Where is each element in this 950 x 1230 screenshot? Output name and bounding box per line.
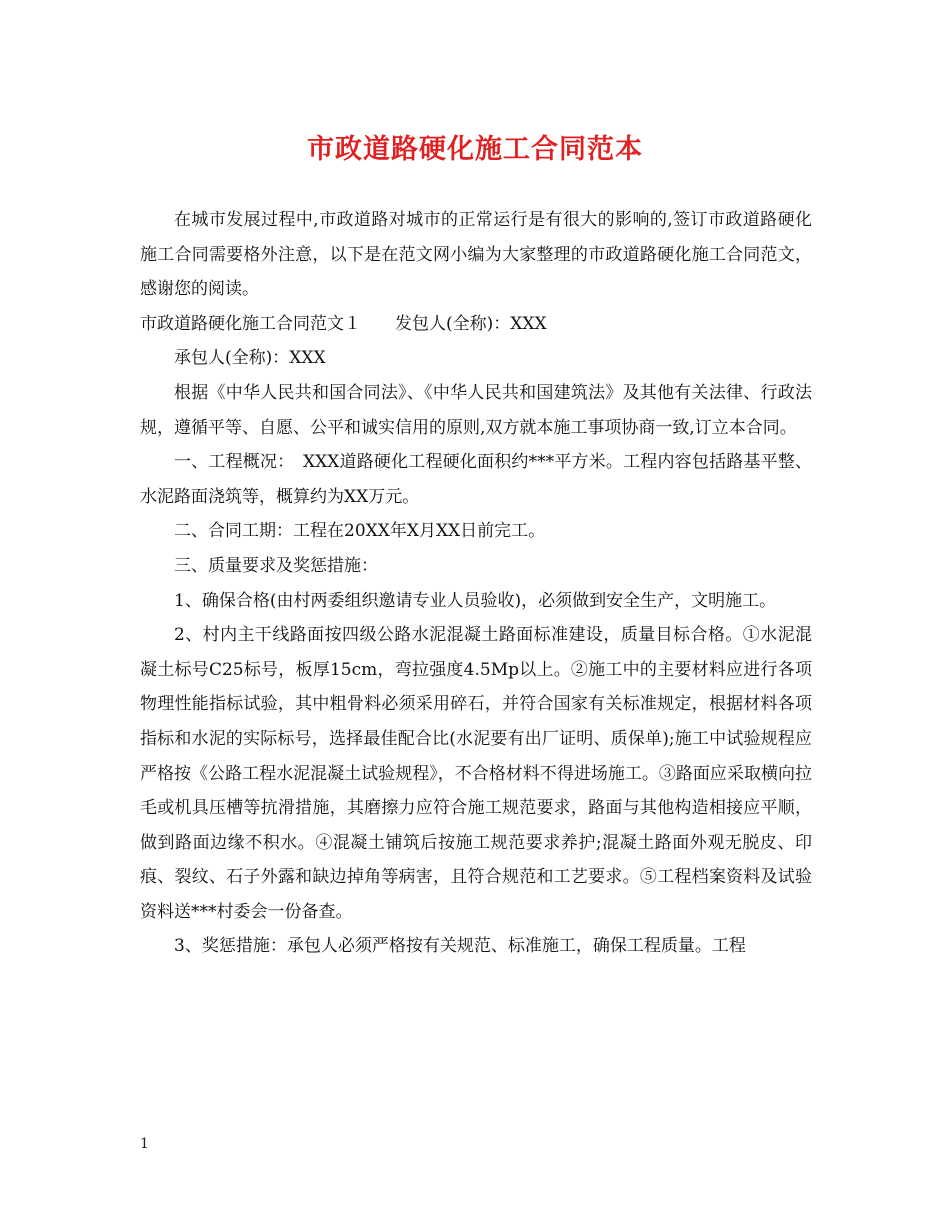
project-overview-paragraph: 一、工程概况： XXX道路硬化工程硬化面积约***平方米。工程内容包括路基平整、水泥路面浇筑等，概算约为XX万元。: [140, 452, 812, 507]
document-title: 市政道路硬化施工合同范本: [307, 134, 643, 165]
quality-item-1: 1、确保合格(由村两委组织邀请专业人员验收)，必须做到安全生产，文明施工。: [174, 590, 777, 611]
quality-item-2: 2、村内主干线路面按四级公路水泥混凝土路面标准建设，质量目标合格。①水泥混凝土标号C25标号，板厚15cm，弯拉强度4.5Mp以上。②施工中的主要材料应进行各项物理性能指标试验，其中粗骨料必须采用碎石，并符合国家有关标准规定，根据材料各项指标和水泥的实际标号，选择最佳配合比(水泥要有出厂证明、质保单);施工中试验规程应严格按《公路工程水泥混凝土试验规程》，不合格材料不得进场施工。③路面应采取横向拉毛或机具压槽等抗滑措施，其磨擦力应符合施工规范要求，路面与其他构造相接应平顺，做到路面边缘不积水。④混凝土铺筑后按施工规范要求养护;混凝土路面外观无脱皮、印痕、裂纹、石子外露和缺边掉角等病害，且符合规范和工艺要求。⑤工程档案资料及试验资料送***村委会一份备查。: [140, 625, 812, 922]
legal-basis-paragraph: 根据《中华人民共和国合同法》、《中华人民共和国建筑法》及其他有关法律、行政法规，遵循平等、自愿、公平和诚实信用的原则,双方就本施工事项协商一致,订立本合同。: [140, 382, 812, 438]
page-number: 1: [140, 1136, 149, 1152]
quality-heading: 三、质量要求及奖惩措施：: [174, 555, 378, 576]
document-body: [140, 203, 812, 964]
contract-heading-line: 市政道路硬化施工合同范文１ 发包人(全称)：XXX: [140, 313, 547, 334]
contract-period-paragraph: 二、合同工期：工程在20XX年X月XX日前完工。: [174, 521, 546, 542]
quality-item-3: 3、奖惩措施：承包人必须严格按有关规范、标准施工，确保工程质量。工程: [174, 936, 746, 957]
intro-paragraph: 在城市发展过程中,市政道路对城市的正常运行是有很大的影响的,签订市政道路硬化施工合同需要格外注意，以下是在范文网小编为大家整理的市政道路硬化施工合同范文，感谢您的阅读。: [140, 210, 812, 300]
contractor-line: 承包人(全称)：XXX: [174, 348, 326, 369]
